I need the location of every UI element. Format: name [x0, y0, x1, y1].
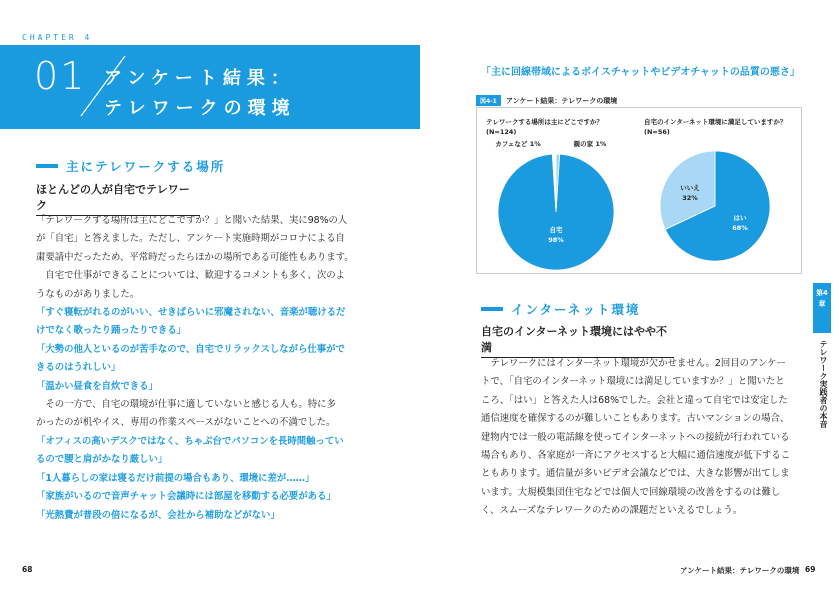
- chart2-question-text: 自宅のインターネット環境に満足していますか？: [644, 118, 787, 126]
- slice-value-label: 68%: [732, 224, 748, 232]
- slice-label: はい: [733, 214, 747, 222]
- body-line: その一方で、自宅の環境が仕事に適していないと感じる人も。特に多: [36, 399, 336, 411]
- figure-caption: [476, 88, 617, 107]
- quote-line: 「すぐ寝転がれるのがいい、せきばらいに邪魔されない、音楽が聴けるだ: [36, 307, 346, 319]
- body-line: 「テレワークする場所は主にどこですか？」と聞いた結果、実に98%の人: [36, 215, 348, 226]
- quote-line: 「オフィスの高いデスクではなく、ちゃぶ台でパソコンを長時間触ってい: [36, 435, 344, 447]
- left-body-text: [36, 212, 366, 525]
- slice-label: 親の家 1%: [573, 140, 607, 148]
- banner-title-line2: テレワークの環境: [104, 98, 296, 119]
- figure-label: アンケート結果：テレワークの環境: [505, 97, 618, 105]
- body-line: ともあります。通信量が多いビデオ会議などでは、大きな影響が出てしま: [481, 468, 790, 480]
- right-body-text: [481, 355, 807, 521]
- body-line: 自宅で仕事ができることについては、歓迎するコメントも多く、次のよ: [36, 270, 346, 282]
- slice-label: 自宅: [549, 226, 563, 234]
- body-line: トで、「自宅のインターネット環境には満足していますか？」と聞いたと: [481, 376, 785, 388]
- banner-number: 01: [34, 54, 87, 98]
- chapter-label: CHAPTER 4: [22, 33, 93, 42]
- section-heading-text: 主にテレワークする場所: [66, 159, 226, 174]
- chapter-side-tab: 第4章: [813, 283, 831, 333]
- section-heading-internet: [481, 300, 640, 318]
- body-line: が「自宅」と答えました。ただし、アンケート実施時期がコロナによる自: [36, 233, 345, 245]
- body-line: 粛要請中だったため、平常時だったらほかの場所である可能性もあります。: [36, 251, 354, 263]
- section-heading-text: インターネット環境: [511, 302, 641, 317]
- body-line: テレワークにはインターネット環境が欠かせません。2回目のアンケー: [481, 358, 786, 369]
- quote-line: 「1人暮らしの家は寝るだけ前提の場合もあり、環境に差が……」: [36, 472, 315, 484]
- slice-value-label: 98%: [548, 236, 564, 244]
- body-line: ころ、「はい」と答えた人は68%でした。会社と違って自宅では安定した: [481, 394, 788, 406]
- banner-title-line1: アンケート結果：: [104, 68, 295, 89]
- body-line: います。大規模集団住宅などでは個人で回線環境の改善をするのは難し: [481, 486, 781, 498]
- section-heading-location: [36, 157, 225, 175]
- heading-bar-icon: [481, 307, 503, 311]
- banner-title: [104, 64, 296, 124]
- footer-title: アンケート結果：テレワークの環境: [680, 566, 800, 575]
- quote-line: 「家族がいるので音声チャット会議時には部屋を移動する必要がある」: [36, 491, 336, 503]
- side-running-title: テレワーク実践者の本音: [819, 340, 828, 428]
- chart1-question-text: テレワークする場所は主にどこですか？: [486, 118, 603, 126]
- quote-line: けでなく歌ったり踊ったりできる」: [36, 325, 187, 337]
- quote-line: 「大勢の他人といるのが苦手なので、自宅でリラックスしながら仕事がで: [36, 343, 345, 355]
- sub-heading-internet: 自宅のインターネット環境にはやや不満: [481, 323, 674, 358]
- body-line: かったのが机やイス、専用の作業スペースがないことへの不満でした。: [36, 417, 336, 429]
- pie-chart-location: [490, 140, 630, 270]
- body-line: 通信速度を確保するのが難しいこともあります。古いマンションの場合、: [481, 413, 790, 425]
- quote-line: 「温かい昼食を自炊できる」: [36, 380, 158, 392]
- body-line: く、スムーズなテレワークのための課題だといえるでしょう。: [481, 505, 743, 517]
- body-line: 建物内では一般の電話線を使ってインターネットへの接続が行われている: [481, 431, 790, 443]
- page-number-right: 69: [805, 565, 816, 574]
- figure-tag: 図4-1: [476, 95, 501, 106]
- pie-chart-internet: [655, 148, 775, 268]
- slice-label: いいえ: [680, 184, 700, 192]
- page-number-left: 68: [22, 565, 33, 574]
- chart1-sample-size: (N=124): [486, 128, 517, 136]
- slice-label: カフェなど 1%: [495, 140, 541, 148]
- chart2-sample-size: (N=56): [644, 128, 670, 136]
- quote-line: るので腰と肩がかなり厳しい」: [36, 454, 168, 466]
- figure-heading: 「主に回線帯域によるボイスチャットやビデオチャットの品質の悪さ」: [481, 67, 800, 78]
- body-line: うなものがありました。: [36, 288, 140, 300]
- slice-value-label: 32%: [682, 194, 698, 202]
- chart2-question: [644, 117, 786, 137]
- heading-bar-icon: [36, 164, 58, 168]
- chart1-question: [486, 117, 603, 137]
- quote-line: 「光熱費が普段の倍になるが、会社から補助などがない」: [36, 509, 280, 521]
- sub-heading-home: ほとんどの人が自宅でテレワーク: [36, 181, 200, 216]
- quote-line: きるのはうれしい」: [36, 362, 121, 374]
- body-line: 場合もあり、各家庭が一斉にアクセスすると大幅に通信速度が低下するこ: [481, 450, 791, 462]
